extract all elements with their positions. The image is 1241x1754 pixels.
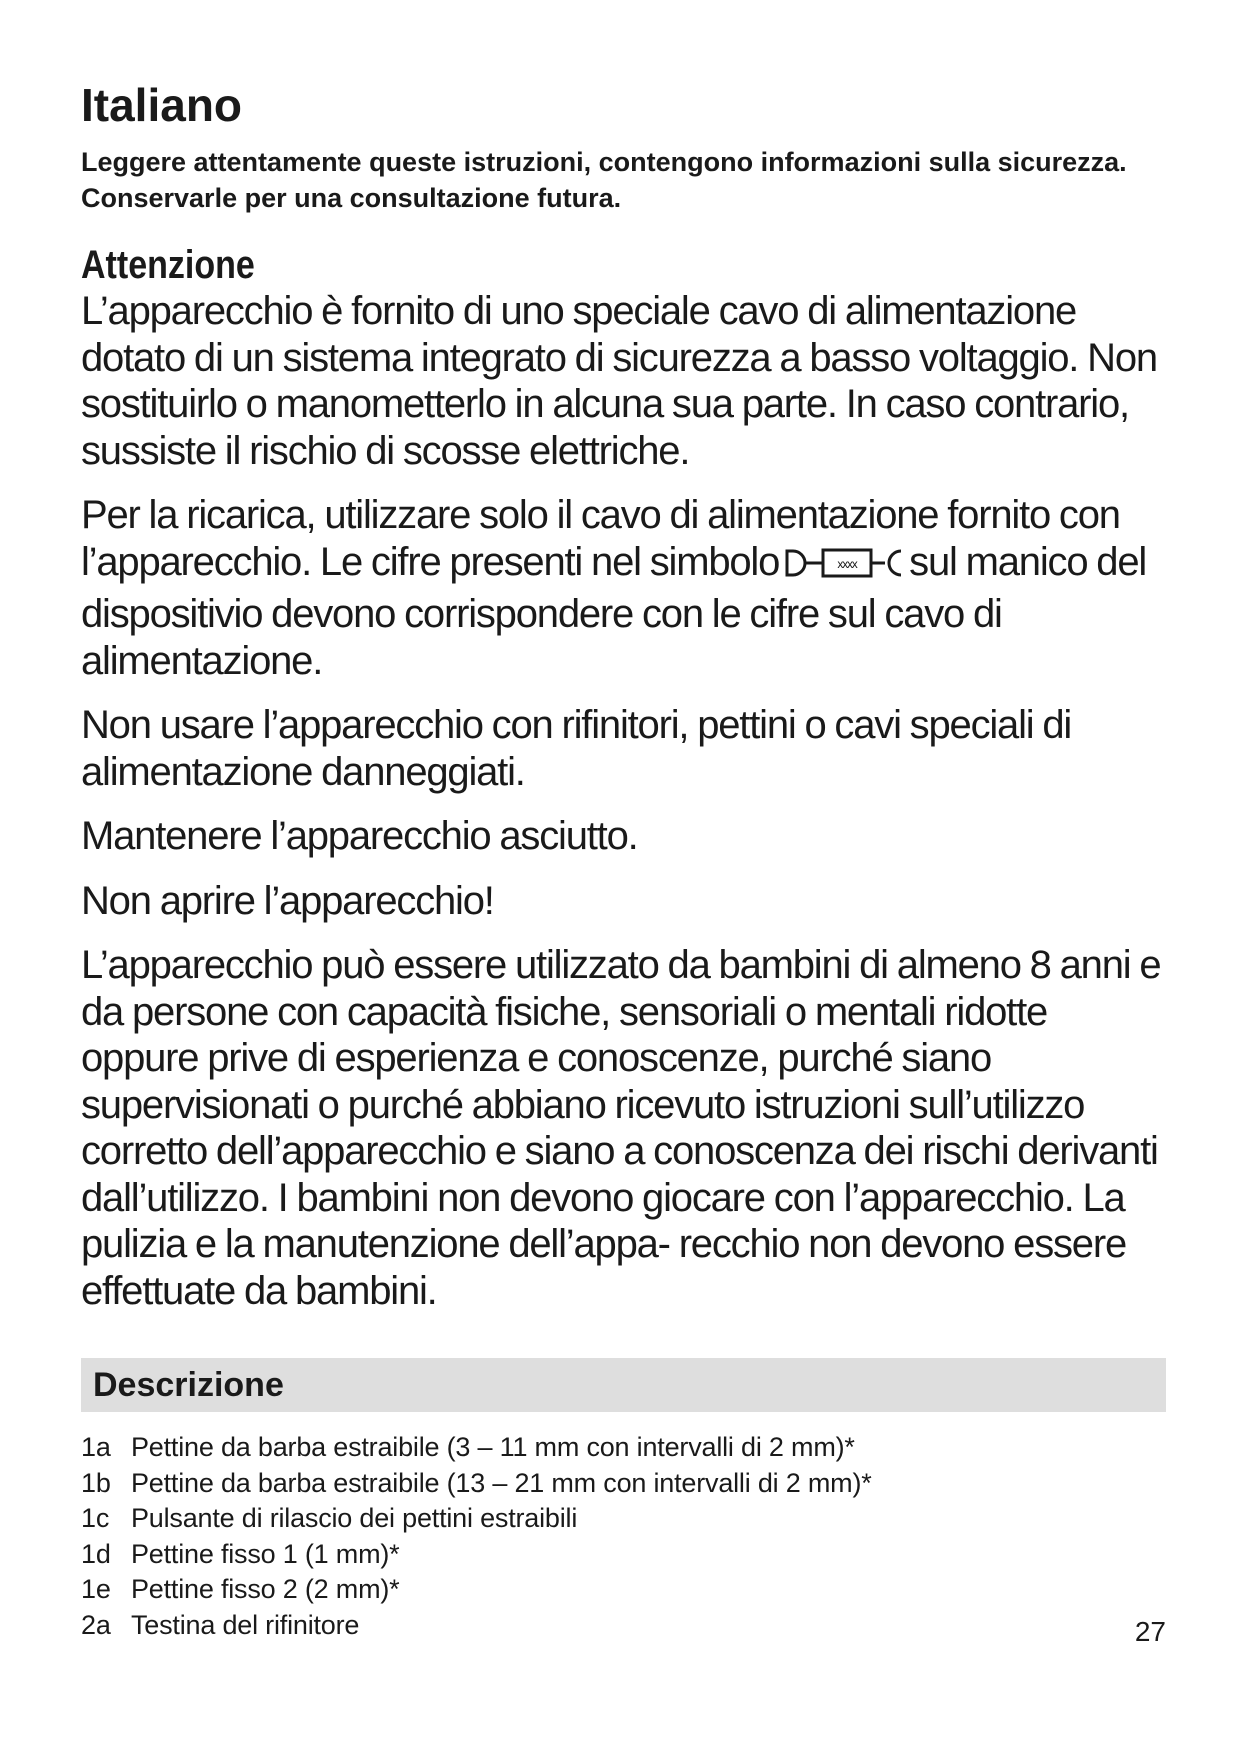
cable-symbol-label: xxxx <box>837 556 857 571</box>
warning-paragraph-1: L’apparecchio è fornito di uno speciale cavo di alimentazione dotato di un sistema integrato di sicurezza a basso voltaggio. Non sostituirlo o manometterlo in alcuna sua parte. In caso contrario, sussiste il rischio di scosse elettriche. <box>81 289 1157 473</box>
cable-symbol-icon <box>781 545 905 592</box>
list-item <box>81 1430 1166 1466</box>
part-code: 2a <box>81 1609 111 1640</box>
warning-paragraph-4: Mantenere l’apparecchio asciutto. <box>81 814 638 858</box>
list-item <box>81 1466 1166 1502</box>
part-text: Pettine fisso 2 (2 mm)* <box>131 1574 400 1604</box>
page-number: 27 <box>1134 1616 1166 1647</box>
warning-heading: Attenzione <box>81 243 255 287</box>
description-heading: Descrizione <box>93 1365 284 1404</box>
warning-paragraph-3: Non usare l’apparecchio con rifinitori, pettini o cavi speciali di alimentazione danneggiati. <box>81 703 1072 794</box>
list-item <box>81 1537 1166 1573</box>
list-item <box>81 1572 1166 1608</box>
part-code: 1b <box>81 1467 111 1498</box>
list-item <box>81 1608 1166 1644</box>
description-header <box>81 1358 1166 1412</box>
part-code: 1d <box>81 1538 111 1569</box>
part-code: 1e <box>81 1574 111 1604</box>
warning-paragraph-5: Non aprire l’apparecchio! <box>81 878 494 923</box>
language-title: Italiano <box>81 79 243 131</box>
paragraph-2-after: sul manico del dispositivio devono corrispondere con le cifre sul cavo di alimentazione. <box>81 539 1147 683</box>
part-code: 1c <box>81 1503 110 1533</box>
part-code: 1a <box>81 1432 111 1462</box>
part-text: Pettine da barba estraibile (3 – 11 mm con intervalli di 2 mm)* <box>131 1432 855 1462</box>
part-text: Pulsante di rilascio dei pettini estraibili <box>131 1503 578 1533</box>
manual-page <box>81 78 1166 1643</box>
part-text: Testina del rifinitore <box>131 1609 360 1640</box>
intro-text: Leggere attentamente queste istruzioni, contengono informazioni sulla sicurezza. Conservarle per una consultazione futura. <box>81 147 1127 213</box>
warning-paragraph-2 <box>81 492 1166 684</box>
warning-paragraph-6: L’apparecchio può essere utilizzato da bambini di almeno 8 anni e da persone con capacità fisiche, sensoriali o mentali ridotte oppure prive di esperienza e conoscenze, purché siano supervisionati o purché abbiano ricevuto istruzioni sull’utilizzo corretto dell’apparecchio e siano a conoscenza dei rischi derivanti dall’utilizzo. I bambini non devono giocare con l’apparecchio. La pulizia e la manutenzione dell’appa- recchio non devono essere effettuate da bambini. <box>81 943 1161 1313</box>
part-text: Pettine fisso 1 (1 mm)* <box>131 1538 400 1569</box>
part-text: Pettine da barba estraibile (13 – 21 mm con intervalli di 2 mm)* <box>131 1467 872 1498</box>
paragraph-2-before: Per la ricarica, utilizzare solo il cavo di alimentazione fornito con l’apparecchio. Le cifre presenti nel simbolo <box>81 493 1120 584</box>
parts-list <box>81 1430 1166 1643</box>
list-item <box>81 1501 1166 1537</box>
